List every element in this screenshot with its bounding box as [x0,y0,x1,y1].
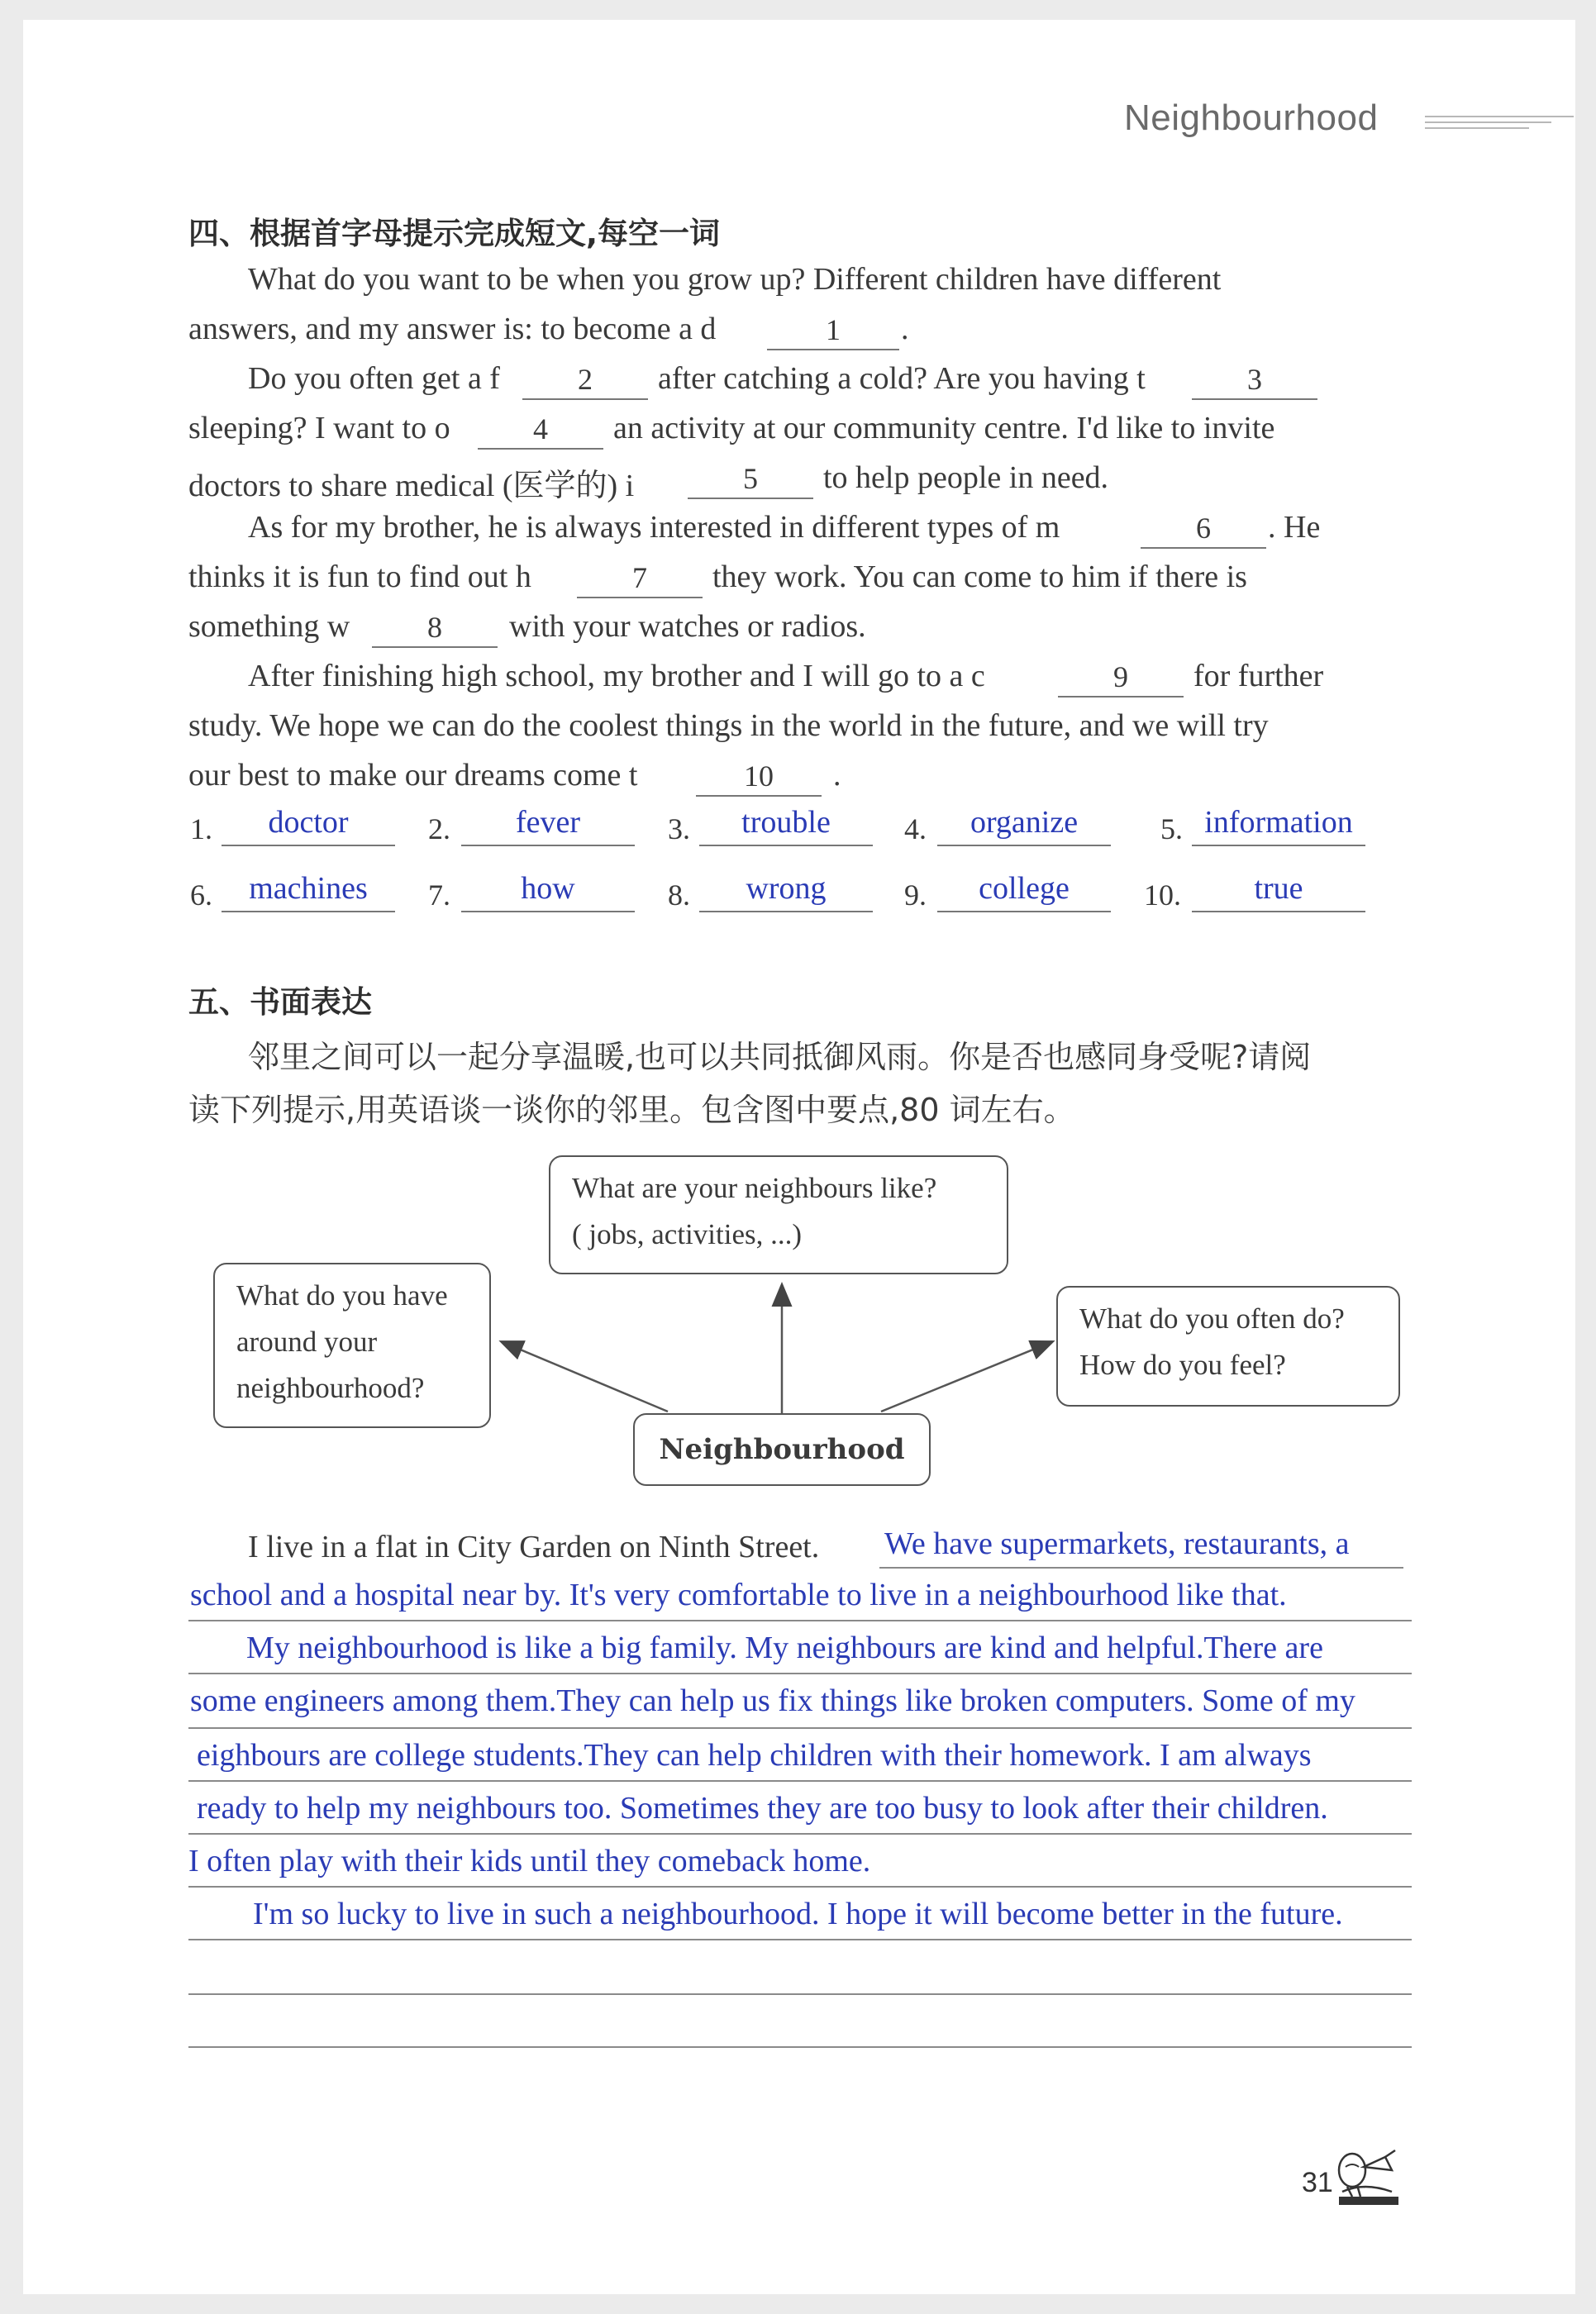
s4-line-8a: something w [188,609,350,644]
answer-num-8: 8. [668,878,690,912]
answer-num-7: 7. [428,878,450,912]
blank-10: 10 [696,759,822,797]
s4-line-3b: after catching a cold? Are you having t [658,361,1146,396]
writing-line-8 [188,1939,1412,1940]
answer-10[interactable]: true [1192,869,1365,912]
s4-line-3a: Do you often get a f [248,361,500,396]
essay-start: I live in a flat in City Garden on Ninth Street. [248,1530,820,1564]
s4-line-7a: thinks it is fun to find out h [188,559,531,594]
s4-line-5a: doctors to share medical (医学的) i [188,469,635,503]
blank-3: 3 [1192,362,1317,400]
blank-7: 7 [577,560,703,598]
s4-line-5b: to help people in need. [823,460,1109,495]
essay-line-7[interactable]: I often play with their kids until they comeback home. [188,1844,871,1878]
answer-1[interactable]: doctor [222,803,395,846]
answer-4[interactable]: organize [937,803,1111,846]
answer-7[interactable]: how [461,869,635,912]
writing-line-6 [188,1833,1412,1835]
s4-line-2: answers, and my answer is: to become a d [188,312,717,346]
diagram-top-line-2: ( jobs, activities, ...) [572,1218,803,1250]
essay-line-4[interactable]: some engineers among them.They can help us fix things like broken computers. Some of my [190,1683,1355,1718]
essay-line-3[interactable]: My neighbourhood is like a big family. My neighbours are kind and helpful.There are [246,1631,1323,1665]
diagram-left-line-3: neighbourhood? [236,1372,425,1404]
blank-4: 4 [478,412,603,450]
answer-num-2: 2. [428,812,450,845]
diagram-right-line-2: How do you feel? [1079,1349,1286,1381]
answer-num-10: 10. [1144,878,1181,912]
diagram-box-right [1056,1286,1400,1407]
s4-line-11a: our best to make our dreams come t [188,758,638,793]
essay-line-2[interactable]: school and a hospital near by. It's very comfortable to live in a neighbourhood like that. [190,1578,1287,1612]
answer-5[interactable]: information [1192,803,1365,846]
blank-8: 8 [372,610,498,648]
diagram-box-left [213,1263,491,1428]
s4-line-1: What do you want to be when you grow up? Different children have different [248,262,1222,297]
blank-5: 5 [688,461,813,499]
blank-2: 2 [522,362,648,400]
answer-num-9: 9. [904,878,927,912]
s4-line-9b: for further [1193,659,1324,693]
blank-1: 1 [767,312,899,350]
s4-line-7b: they work. You can come to him if there is [712,559,1247,594]
blank-6: 6 [1141,511,1266,549]
diagram-left-line-2: around your [236,1326,378,1358]
section4-title: 四、根据首字母提示完成短文,每空一词 [188,216,721,251]
s4-period-1: . [901,312,909,346]
section5-title: 五、书面表达 [188,984,372,1020]
writing-line-1 [879,1567,1403,1569]
page-number: 31 [1302,2167,1333,2198]
essay-line-8[interactable]: I'm so lucky to live in such a neighbourhood. I hope it will become better in the future. [253,1897,1343,1931]
diagram-right-line-1: What do you often do? [1079,1302,1345,1335]
writing-line-2 [188,1620,1412,1621]
diagram-top-line-1: What are your neighbours like? [572,1172,937,1204]
running-header-title: Neighbourhood [1124,98,1379,138]
answer-num-6: 6. [190,878,212,912]
answer-8[interactable]: wrong [699,869,873,912]
writing-line-10 [188,2046,1412,2048]
diagram-center-label: Neighbourhood [659,1433,905,1466]
writing-line-3 [188,1673,1412,1674]
answer-num-1: 1. [190,812,212,845]
diagram-box-center [633,1413,931,1486]
s5-prompt-2: 读下列提示,用英语谈一谈你的邻里。包含图中要点,80 词左右。 [188,1092,1075,1128]
answer-2[interactable]: fever [461,803,635,846]
answer-3[interactable]: trouble [699,803,873,846]
answer-9[interactable]: college [937,869,1111,912]
s4-period-2: . [833,758,841,793]
answer-num-5: 5. [1160,812,1183,845]
writing-line-7 [188,1886,1412,1888]
answer-num-3: 3. [668,812,690,845]
reading-mascot-icon [1331,2142,1405,2213]
writing-line-9 [188,1993,1412,1995]
answer-6[interactable]: machines [222,869,395,912]
s4-line-8b: with your watches or radios. [509,609,866,644]
writing-line-5 [188,1780,1412,1782]
diagram-left-line-1: What do you have [236,1279,448,1312]
s4-line-4b: an activity at our community centre. I'd like to invite [613,411,1275,445]
writing-line-4 [188,1727,1412,1729]
s5-prompt-1: 邻里之间可以一起分享温暖,也可以共同抵御风雨。你是否也感同身受呢?请阅 [248,1039,1312,1075]
answer-num-4: 4. [904,812,927,845]
s4-line-10: study. We hope we can do the coolest things in the world in the future, and we will try [188,708,1269,743]
blank-9: 9 [1058,659,1184,698]
s4-line-9a: After finishing high school, my brother and I will go to a c [248,659,985,693]
diagram-box-top [549,1155,1008,1274]
essay-line-1[interactable]: We have supermarkets, restaurants, a [884,1526,1350,1561]
s4-line-6a: As for my brother, he is always interested in different types of m [248,510,1060,545]
essay-line-6[interactable]: ready to help my neighbours too. Sometimes they are too busy to look after their children. [197,1791,1328,1826]
s4-line-4a: sleeping? I want to o [188,411,450,445]
essay-line-5[interactable]: eighbours are college students.They can help children with their homework. I am always [197,1738,1312,1773]
s4-line-6b: . He [1268,510,1321,545]
